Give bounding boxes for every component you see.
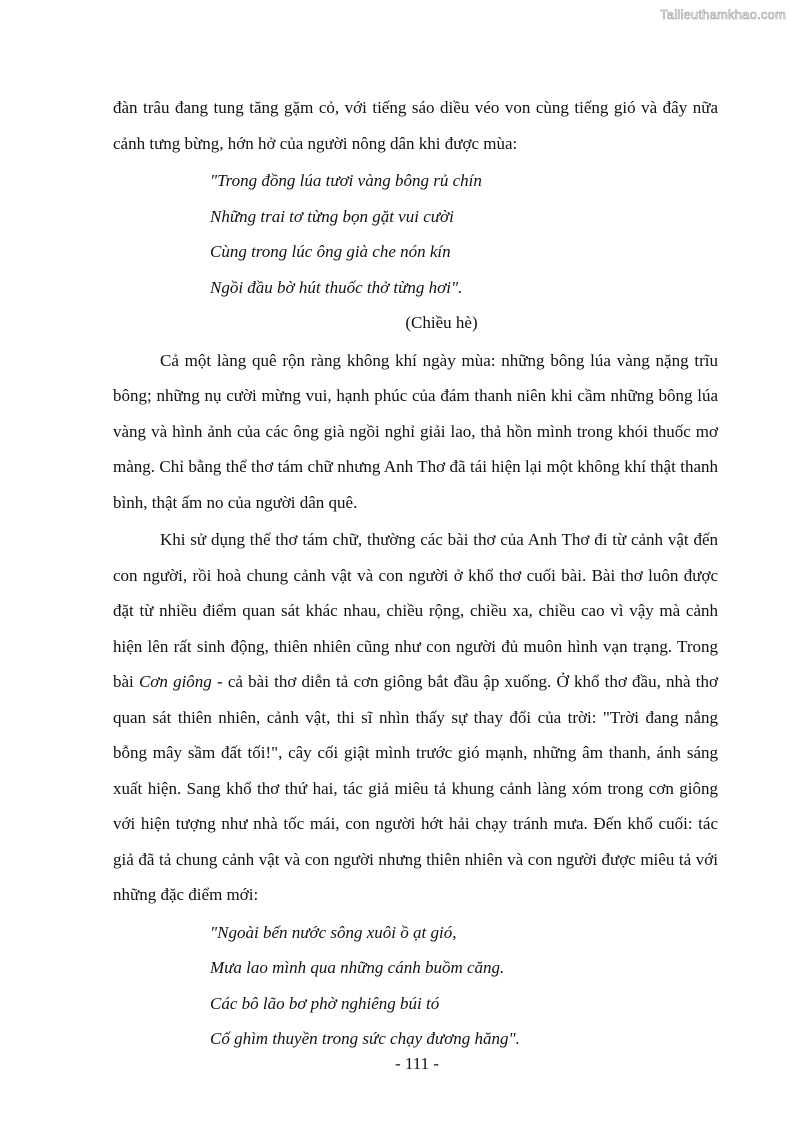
poem-title-con-giong: Cơn giông bbox=[138, 672, 212, 691]
poem-line: Cùng trong lúc ông già che nón kín bbox=[210, 242, 451, 261]
poem-line: Mưa lao mình qua những cánh buồm căng. bbox=[210, 958, 505, 977]
paragraph-3-text-end: - cả bài thơ diễn tả cơn giông bắt đầu ập xuống. Ở khổ thơ đầu, nhà thơ quan sát thiên nhiên, cảnh vật, thi sĩ nhìn thấy sự thay đổi của trời: "Trời đang nắng bỗng mây sầm đất tối!", cây cối giật mình trước gió mạnh, những âm thanh, ánh sáng xuất hiện. Sang khổ thơ thứ hai, tác giả miêu tả khung cảnh làng xóm trong cơn giông với hiện tượng như nhà tốc mái, con người hớt hải chạy tránh mưa. Đến khổ cuối: tác giả đã tả chung cảnh vật và con người nhưng thiên nhiên và con người được miêu tả với những đặc điểm mới: bbox=[113, 672, 718, 904]
paragraph-1: đàn trâu đang tung tăng gặm cỏ, với tiếng sáo diều véo von cùng tiếng gió và đây nữa cảnh tưng bừng, hớn hở của người nông dân khi được mùa: bbox=[113, 98, 718, 153]
document-body bbox=[113, 90, 718, 1057]
poem-line: Những trai tơ từng bọn gặt vui cười bbox=[210, 206, 454, 226]
poem-line: "Trong đồng lúa tươi vàng bông rủ chín bbox=[210, 171, 482, 190]
page-number: - 111 - bbox=[394, 1054, 440, 1073]
poem-line: Ngồi đầu bờ hút thuốc thở từng hơi". bbox=[210, 277, 463, 297]
paragraph-3-text-start: Khi sử dụng thể thơ tám chữ, thường các bài thơ của Anh Thơ đi từ cảnh vật đến con người, rồi hoà chung cảnh vật và con người ở khổ thơ cuối bài. Bài thơ luôn được đặt từ nhiều điểm quan sát khác nhau, chiều rộng, chiều xa, chiều cao vì vậy mà cảnh hiện lên rất sinh động, thiên nhiên cũng như con người đủ muôn hình vạn trạng. Trong bài bbox=[113, 530, 718, 691]
poem-line: Cố ghìm thuyền trong sức chạy đương hăng". bbox=[210, 1029, 520, 1048]
paragraph-2: Cả một làng quê rộn ràng không khí ngày mùa: những bông lúa vàng nặng trĩu bông; những nụ cười mừng vui, hạnh phúc của đám thanh niên khi cầm những bông lúa vàng và hình ảnh của các ông già ngồi nghỉ giải lao, thả hồn mình trong khói thuốc mơ màng. Chỉ bằng thể thơ tám chữ nhưng Anh Thơ đã tái hiện lại một không khí thật thanh bình, thật ấm no của người dân quê. bbox=[113, 350, 718, 512]
paragraph-3 bbox=[113, 522, 718, 913]
poem-source: (Chiều hè) bbox=[405, 313, 478, 332]
watermark: Tailieuthamkhao.com bbox=[660, 7, 786, 22]
poem-line: "Ngoài bến nước sông xuôi ồ ạt gió, bbox=[210, 922, 457, 942]
poem-line: Các bô lão bơ phờ nghiêng búi tó bbox=[210, 993, 440, 1013]
poem-con-giong bbox=[113, 915, 718, 1057]
poem-chieu-he bbox=[113, 163, 718, 305]
